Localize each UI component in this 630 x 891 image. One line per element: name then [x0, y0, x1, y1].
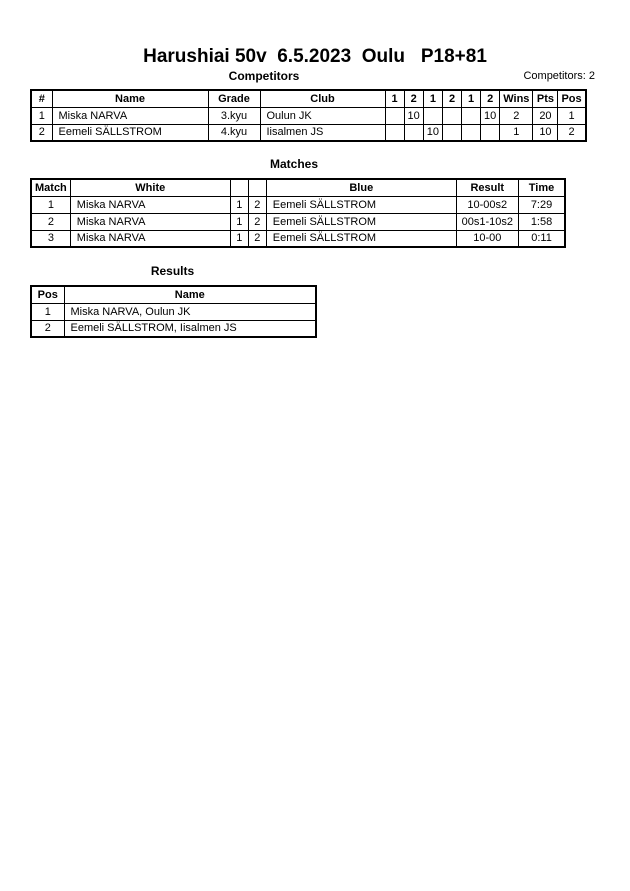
matches-table [30, 178, 566, 248]
cell-pos: 2 [558, 124, 586, 141]
cell-club: Iisalmen JS [260, 124, 385, 141]
competitors-count: Competitors: 2 [523, 70, 595, 82]
cell-club: Oulun JK [260, 107, 385, 124]
cell-pos: 1 [558, 107, 586, 124]
results-heading: Results [150, 264, 195, 278]
cell-white-num: 1 [230, 196, 248, 213]
match-row [31, 196, 565, 213]
cell-score: 10 [481, 107, 500, 124]
cell-wins: 2 [500, 107, 533, 124]
cell-blue-num: 2 [248, 213, 266, 230]
header-cell-score: 1 [423, 90, 442, 107]
matches-heading: Matches [269, 157, 319, 171]
cell-white-num: 1 [230, 213, 248, 230]
header-cell-match: Match [31, 179, 70, 196]
header-cell-club: Club [260, 90, 385, 107]
cell-blue-name: Eemeli SÄLLSTROM [266, 213, 456, 230]
result-row [31, 320, 316, 337]
competitor-row [31, 124, 586, 141]
cell-wins: 1 [500, 124, 533, 141]
competitor-row [31, 107, 586, 124]
cell-match-num: 3 [31, 230, 70, 247]
header-cell-time: Time [518, 179, 565, 196]
cell-score [423, 107, 442, 124]
match-row [31, 213, 565, 230]
page-title: Harushiai 50v 6.5.2023 Oulu P18+81 [143, 46, 487, 67]
cell-blue-num: 2 [248, 230, 266, 247]
cell-result: 10-00 [456, 230, 518, 247]
header-cell-white-num [230, 179, 248, 196]
cell-score [462, 107, 481, 124]
cell-time: 1:58 [518, 213, 565, 230]
cell-score: 10 [404, 107, 423, 124]
cell-pos: 1 [31, 303, 64, 320]
header-cell-score: 2 [443, 90, 462, 107]
results-header-row [31, 286, 316, 303]
header-cell-pos: Pos [558, 90, 586, 107]
cell-pts: 20 [533, 107, 558, 124]
header-cell-wins: Wins [500, 90, 533, 107]
header-cell-num: # [31, 90, 52, 107]
cell-competitor-name: Eemeli SÄLLSTROM [52, 124, 208, 141]
header-cell-score: 2 [404, 90, 423, 107]
header-cell-score: 1 [462, 90, 481, 107]
cell-blue-name: Eemeli SÄLLSTROM [266, 196, 456, 213]
matches-header-row [31, 179, 565, 196]
cell-time: 0:11 [518, 230, 565, 247]
competitors-heading: Competitors [228, 69, 300, 83]
header-cell-pts: Pts [533, 90, 558, 107]
result-row [31, 303, 316, 320]
cell-result-name: Eemeli SÄLLSTROM, Iisalmen JS [64, 320, 316, 337]
cell-grade: 3.kyu [208, 107, 260, 124]
results-table [30, 285, 317, 338]
cell-score: 10 [423, 124, 442, 141]
header-cell-name: Name [52, 90, 208, 107]
header-cell-result: Result [456, 179, 518, 196]
header-cell-score: 1 [385, 90, 404, 107]
cell-white-name: Miska NARVA [70, 213, 230, 230]
cell-white-name: Miska NARVA [70, 230, 230, 247]
header-cell-name: Name [64, 286, 316, 303]
header-cell-white: White [70, 179, 230, 196]
cell-score [385, 107, 404, 124]
header-cell-grade: Grade [208, 90, 260, 107]
header-cell-pos: Pos [31, 286, 64, 303]
cell-competitor-name: Miska NARVA [52, 107, 208, 124]
cell-white-num: 1 [230, 230, 248, 247]
cell-time: 7:29 [518, 196, 565, 213]
cell-score [481, 124, 500, 141]
cell-score [404, 124, 423, 141]
cell-grade: 4.kyu [208, 124, 260, 141]
cell-score [385, 124, 404, 141]
cell-num: 1 [31, 107, 52, 124]
header-cell-score: 2 [481, 90, 500, 107]
cell-score [443, 124, 462, 141]
match-row [31, 230, 565, 247]
cell-score [443, 107, 462, 124]
header-cell-blue-num [248, 179, 266, 196]
cell-blue-name: Eemeli SÄLLSTROM [266, 230, 456, 247]
cell-white-name: Miska NARVA [70, 196, 230, 213]
cell-result: 10-00s2 [456, 196, 518, 213]
competitors-table [30, 89, 587, 142]
cell-score [462, 124, 481, 141]
cell-result-name: Miska NARVA, Oulun JK [64, 303, 316, 320]
cell-result: 00s1-10s2 [456, 213, 518, 230]
cell-num: 2 [31, 124, 52, 141]
cell-pos: 2 [31, 320, 64, 337]
competitors-header-row [31, 90, 586, 107]
header-cell-blue: Blue [266, 179, 456, 196]
cell-pts: 10 [533, 124, 558, 141]
cell-match-num: 1 [31, 196, 70, 213]
cell-blue-num: 2 [248, 196, 266, 213]
cell-match-num: 2 [31, 213, 70, 230]
